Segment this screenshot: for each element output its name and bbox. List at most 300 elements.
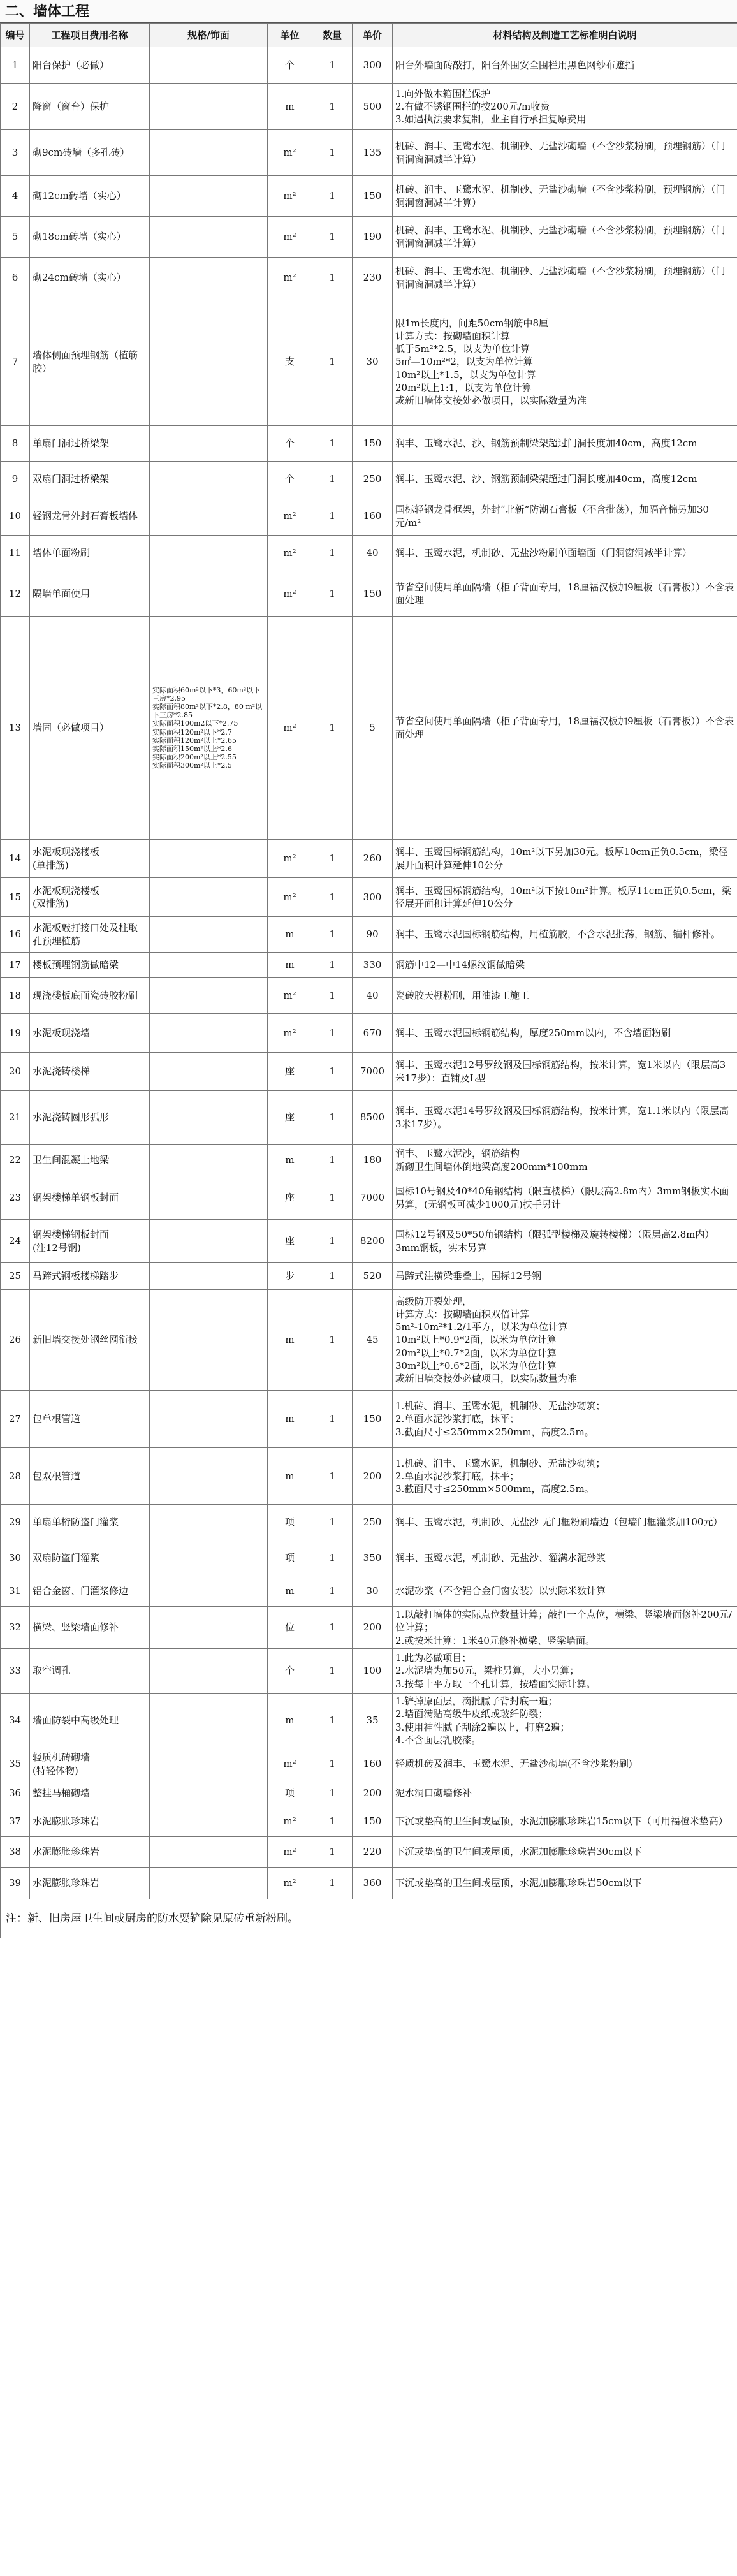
row-unit: m² [268,176,312,217]
row-spec [150,571,268,617]
header-spec: 规格/饰面 [150,24,268,47]
row-unit: m [268,1145,312,1176]
row-number: 5 [1,217,30,258]
row-spec [150,1091,268,1145]
row-unit-price: 330 [353,953,393,978]
row-quantity: 1 [312,1576,353,1607]
row-quantity: 1 [312,536,353,571]
row-description: 水泥砂浆（不含铝合金门窗安装）以实际米数计算 [393,1576,737,1607]
header-qty: 数量 [312,24,353,47]
row-unit-price: 260 [353,840,393,878]
row-quantity: 1 [312,1220,353,1263]
row-unit-price: 150 [353,176,393,217]
table-row [1,1505,737,1540]
row-unit-price: 160 [353,1748,393,1780]
row-description: 国标10号钢及40*40角钢结构（限直楼梯）（限层高2.8m内）3mm钢板实木面另算，(无钢板可减少1000元)扶手另计 [393,1176,737,1220]
row-item-name: 包单根管道 [30,1391,150,1448]
row-spec [150,1694,268,1748]
row-unit-price: 90 [353,917,393,953]
row-description: 节省空间使用单面隔墙（柜子背面专用，18厘福汉板加9厘板（石膏板））不含表面处理 [393,571,737,617]
row-spec [150,1806,268,1837]
table-row [1,1868,737,1899]
row-quantity: 1 [312,497,353,536]
row-description: 泥水洞口砌墙修补 [393,1780,737,1806]
row-spec [150,1145,268,1176]
row-unit-price: 150 [353,1806,393,1837]
row-quantity: 1 [312,426,353,462]
row-quantity: 1 [312,1391,353,1448]
row-unit: m² [268,617,312,840]
row-item-name: 单扇门洞过桥梁架 [30,426,150,462]
row-number: 12 [1,571,30,617]
row-unit: m² [268,1806,312,1837]
row-number: 20 [1,1053,30,1091]
row-item-name: 水泥膨胀珍珠岩 [30,1806,150,1837]
row-item-name: 砌18cm砖墙（实心） [30,217,150,258]
row-item-name: 水泥板现浇墙 [30,1014,150,1053]
row-unit-price: 250 [353,462,393,497]
row-unit-price: 250 [353,1505,393,1540]
row-quantity: 1 [312,1290,353,1391]
row-number: 26 [1,1290,30,1391]
row-spec [150,84,268,130]
row-quantity: 1 [312,1263,353,1290]
row-unit-price: 350 [353,1540,393,1576]
section-title: 二、墙体工程 [0,0,737,23]
row-description: 润丰、玉鹭国标钢筋结构，10m²以下另加30元。板厚10cm正负0.5cm，梁径展开面积计算延伸10公分 [393,840,737,878]
row-quantity: 1 [312,1145,353,1176]
row-description: 润丰、玉鹭水泥沙，钢筋结构 新砌卫生间墙体倒地梁高度200mm*100mm [393,1145,737,1176]
row-item-name: 取空调孔 [30,1649,150,1694]
table-row [1,462,737,497]
row-unit: 座 [268,1091,312,1145]
row-number: 29 [1,1505,30,1540]
row-unit-price: 150 [353,426,393,462]
row-description: 高级防开裂处理， 计算方式：按砌墙面积双倍计算 5m²-10m²*1.2/1平方，以米为单位计算 10m²以上*0.9*2面，以米为单位计算 20m²以上*0.7*2面，以米为单位计算 30m²以上*0.6*2面，以米为单位计算 或新旧墙交接处必做项目，以实际数量为准 [393,1290,737,1391]
row-number: 23 [1,1176,30,1220]
row-number: 31 [1,1576,30,1607]
row-item-name: 双扇门洞过桥梁架 [30,462,150,497]
header-no: 编号 [1,24,30,47]
row-spec [150,1053,268,1091]
row-unit: 个 [268,462,312,497]
row-description: 润丰、玉鹭水泥14号罗纹钢及国标钢筋结构，按米计算，宽1.1米以内（限层高3米17步）。 [393,1091,737,1145]
row-spec [150,462,268,497]
row-item-name: 铝合金窗、门灌浆修边 [30,1576,150,1607]
table-row [1,953,737,978]
row-item-name: 双扇防盗门灌浆 [30,1540,150,1576]
row-unit: m² [268,840,312,878]
row-number: 16 [1,917,30,953]
row-item-name: 水泥膨胀珍珠岩 [30,1868,150,1899]
header-row [1,24,737,47]
header-name: 工程项目费用名称 [30,24,150,47]
row-unit: m² [268,536,312,571]
row-unit: 座 [268,1176,312,1220]
row-description: 润丰、玉鹭水泥，机制砂、无盐沙 无门框粉刷墙边（包墙门框灌浆加100元） [393,1505,737,1540]
row-quantity: 1 [312,1649,353,1694]
header-price: 单价 [353,24,393,47]
row-spec [150,47,268,84]
row-description: 1.机砖、润丰、玉鹭水泥，机制砂、无盐沙砌筑； 2.单面水泥沙浆打底，抹平； 3.截面尺寸≤250mm×250mm，高度2.5m。 [393,1391,737,1448]
table-row [1,426,737,462]
row-description: 润丰、玉鹭水泥国标钢筋结构，厚度250mm以内，不含墙面粉刷 [393,1014,737,1053]
row-quantity: 1 [312,878,353,917]
table-row [1,1780,737,1806]
row-item-name: 钢架楼梯钢板封面 (注12号钢) [30,1220,150,1263]
row-item-name: 墙体单面粉刷 [30,536,150,571]
row-quantity: 1 [312,1806,353,1837]
row-item-name: 水泥膨胀珍珠岩 [30,1837,150,1868]
row-number: 25 [1,1263,30,1290]
row-spec [150,917,268,953]
row-quantity: 1 [312,298,353,426]
row-item-name: 单扇单桁防盗门灌浆 [30,1505,150,1540]
row-unit-price: 7000 [353,1176,393,1220]
row-number: 11 [1,536,30,571]
row-spec [150,953,268,978]
row-item-name: 水泥板敲打接口处及柱取孔预埋植筋 [30,917,150,953]
row-quantity: 1 [312,1607,353,1649]
row-description: 国标轻钢龙骨框架，外封“北新”防潮石膏板（不含批荡），加隔音棉另加30元/m² [393,497,737,536]
row-unit-price: 8500 [353,1091,393,1145]
row-number: 8 [1,426,30,462]
quote-table [0,23,737,1938]
row-unit-price: 200 [353,1780,393,1806]
row-unit-price: 8200 [353,1220,393,1263]
row-number: 18 [1,978,30,1014]
row-unit-price: 5 [353,617,393,840]
row-spec [150,878,268,917]
row-description: 国标12号钢及50*50角钢结构（限弧型楼梯及旋转楼梯）（限层高2.8m内）3mm钢板，实木另算 [393,1220,737,1263]
row-number: 9 [1,462,30,497]
table-row [1,878,737,917]
row-spec [150,1576,268,1607]
row-description: 阳台外墙面砖敲打，阳台外围安全围栏用黑色网纱布遮挡 [393,47,737,84]
row-unit: 座 [268,1053,312,1091]
row-number: 2 [1,84,30,130]
row-item-name: 轻钢龙骨外封石膏板墙体 [30,497,150,536]
row-unit: m [268,917,312,953]
row-unit: m² [268,978,312,1014]
row-quantity: 1 [312,1505,353,1540]
row-spec [150,1540,268,1576]
row-spec [150,1263,268,1290]
row-number: 7 [1,298,30,426]
row-number: 28 [1,1448,30,1505]
row-spec [150,1290,268,1391]
row-description: 1.向外做木箱围栏保护 2.有做不锈钢围栏的按200元/m收费 3.如遇执法要求复制，业主自行承担复原费用 [393,84,737,130]
table-row [1,1145,737,1176]
table-row [1,1837,737,1868]
row-unit-price: 30 [353,1576,393,1607]
row-description: 下沉或垫高的卫生间或屋顶，水泥加膨胀珍珠岩50cm以下 [393,1868,737,1899]
row-spec [150,176,268,217]
row-unit: m [268,1576,312,1607]
table-row [1,617,737,840]
row-spec [150,1448,268,1505]
row-unit: m [268,953,312,978]
row-unit: m² [268,130,312,176]
row-item-name: 隔墙单面使用 [30,571,150,617]
row-item-name: 降窗（窗台）保护 [30,84,150,130]
row-description: 润丰、玉鹭水泥、沙、钢筋预制梁架超过门洞长度加40cm，高度12cm [393,426,737,462]
row-spec [150,1220,268,1263]
row-item-name: 马蹄式钢板楼梯踏步 [30,1263,150,1290]
row-number: 34 [1,1694,30,1748]
row-spec [150,1780,268,1806]
row-unit-price: 35 [353,1694,393,1748]
table-row [1,1448,737,1505]
table-row [1,1220,737,1263]
row-quantity: 1 [312,1091,353,1145]
row-number: 21 [1,1091,30,1145]
table-row [1,840,737,878]
row-description: 1.铲掉原面层，滴批腻子背封底一遍； 2.墙面满贴高级牛皮纸或玻纤防裂； 3.使用神性腻子刮涂2遍以上，打磨2遍； 4.不含面层乳胶漆。 [393,1694,737,1748]
row-unit-price: 7000 [353,1053,393,1091]
row-unit: m² [268,1868,312,1899]
row-unit: 个 [268,426,312,462]
row-description: 下沉或垫高的卫生间或屋顶，水泥加膨胀珍珠岩15cm以下（可用福橙米垫高） [393,1806,737,1837]
row-description: 润丰、玉鹭水泥、沙、钢筋预制梁架超过门洞长度加40cm，高度12cm [393,462,737,497]
row-item-name: 墙面防裂中高级处理 [30,1694,150,1748]
row-unit: m² [268,878,312,917]
row-spec [150,258,268,298]
row-quantity: 1 [312,462,353,497]
row-unit: m² [268,217,312,258]
row-item-name: 水泥浇铸楼梯 [30,1053,150,1091]
row-quantity: 1 [312,1014,353,1053]
table-row [1,1263,737,1290]
row-number: 13 [1,617,30,840]
row-quantity: 1 [312,1694,353,1748]
row-number: 14 [1,840,30,878]
table-row [1,47,737,84]
row-number: 35 [1,1748,30,1780]
row-description: 瓷砖胶天棚粉刷，用油漆工施工 [393,978,737,1014]
row-unit: m² [268,258,312,298]
table-row [1,1649,737,1694]
row-number: 19 [1,1014,30,1053]
row-spec [150,978,268,1014]
row-unit: 座 [268,1220,312,1263]
row-unit: m [268,1391,312,1448]
row-unit: m [268,84,312,130]
row-unit-price: 360 [353,1868,393,1899]
row-item-name: 墙固（必做项目） [30,617,150,840]
row-number: 6 [1,258,30,298]
table-row [1,1540,737,1576]
row-spec [150,1649,268,1694]
table-row [1,217,737,258]
row-unit: 步 [268,1263,312,1290]
row-number: 33 [1,1649,30,1694]
row-unit: m² [268,1748,312,1780]
row-description: 机砖、润丰、玉鹭水泥、机制砂、无盐沙砌墙（不含沙浆粉刷，预埋钢筋）（门洞洞窗洞减半计算） [393,258,737,298]
header-unit: 单位 [268,24,312,47]
row-unit-price: 150 [353,1391,393,1448]
row-description: 润丰、玉鹭水泥12号罗纹钢及国标钢筋结构，按米计算，宽1米以内（限层高3米17步）：直铺及L型 [393,1053,737,1091]
row-item-name: 砌12cm砖墙（实心） [30,176,150,217]
row-number: 38 [1,1837,30,1868]
row-item-name: 新旧墙交接处钢丝网衔接 [30,1290,150,1391]
table-row [1,130,737,176]
row-unit: m [268,1694,312,1748]
row-spec [150,298,268,426]
row-quantity: 1 [312,1448,353,1505]
row-number: 30 [1,1540,30,1576]
row-item-name: 楼板预埋钢筋做暗梁 [30,953,150,978]
row-unit-price: 670 [353,1014,393,1053]
row-description: 润丰、玉鹭水泥，机制砂、无盐沙粉刷单面墙面（门洞窗洞减半计算） [393,536,737,571]
row-description: 机砖、润丰、玉鹭水泥、机制砂、无盐沙砌墙（不含沙浆粉刷，预埋钢筋）（门洞洞窗洞减半计算） [393,217,737,258]
row-spec [150,1837,268,1868]
row-item-name: 水泥板现浇楼板 (双排筋) [30,878,150,917]
row-number: 10 [1,497,30,536]
table-row [1,1176,737,1220]
row-unit: 位 [268,1607,312,1649]
row-number: 4 [1,176,30,217]
table-row [1,1806,737,1837]
row-unit-price: 40 [353,536,393,571]
table-row [1,1014,737,1053]
table-row [1,1694,737,1748]
row-number: 37 [1,1806,30,1837]
row-unit: m² [268,1837,312,1868]
row-item-name: 阳台保护（必做） [30,47,150,84]
row-description: 节省空间使用单面隔墙（柜子背面专用，18厘福汉板加9厘板（石膏板））不含表面处理 [393,617,737,840]
row-unit: 项 [268,1780,312,1806]
row-unit-price: 180 [353,1145,393,1176]
row-item-name: 砌24cm砖墙（实心） [30,258,150,298]
row-spec: 实际面积60m²以下*3，60m²以下三房*2.95 实际面积80m²以下*2.8，80 m²以下三房*2.85 实际面积100m2以下*2.75 实际面积120m²以下*2.7 实际面积120m²以上*2.65 实际面积150m²以上*2.6 实际面积200m²以上*2.55 实际面积300m²以上*2.5 [150,617,268,840]
row-quantity: 1 [312,176,353,217]
row-quantity: 1 [312,1837,353,1868]
table-row [1,298,737,426]
table-row [1,917,737,953]
row-unit-price: 200 [353,1448,393,1505]
footnote-row [1,1899,737,1938]
row-spec [150,1748,268,1780]
row-description: 润丰、玉鹭国标钢筋结构，10m²以下按10m²计算。板厚11cm正负0.5cm，梁径展开面积计算延伸10公分 [393,878,737,917]
row-quantity: 1 [312,1868,353,1899]
row-unit-price: 220 [353,1837,393,1868]
row-number: 15 [1,878,30,917]
row-unit-price: 30 [353,298,393,426]
row-item-name: 整挂马桶砌墙 [30,1780,150,1806]
row-item-name: 砌9cm砖墙（多孔砖） [30,130,150,176]
row-item-name: 水泥板现浇楼板 (单排筋) [30,840,150,878]
row-description: 1.机砖、润丰、玉鹭水泥，机制砂、无盐沙砌筑； 2.单面水泥沙浆打底，抹平； 3.截面尺寸≤250mm×500mm，高度2.5m。 [393,1448,737,1505]
row-quantity: 1 [312,978,353,1014]
row-unit: m² [268,1014,312,1053]
row-number: 36 [1,1780,30,1806]
row-description: 1.以敲打墙体的实际点位数量计算；敲打一个点位，横梁、竖梁墙面修补200元/位计算； 2.或按米计算：1米40元修补横梁、竖梁墙面。 [393,1607,737,1649]
row-description: 下沉或垫高的卫生间或屋顶，水泥加膨胀珍珠岩30cm以下 [393,1837,737,1868]
row-quantity: 1 [312,217,353,258]
row-item-name: 水泥浇铸圆形弧形 [30,1091,150,1145]
row-unit: 项 [268,1540,312,1576]
row-quantity: 1 [312,84,353,130]
row-unit-price: 160 [353,497,393,536]
row-spec [150,130,268,176]
row-unit-price: 150 [353,571,393,617]
row-item-name: 墙体侧面预埋钢筋（植筋胶） [30,298,150,426]
row-spec [150,1014,268,1053]
row-quantity: 1 [312,617,353,840]
row-unit: m² [268,497,312,536]
table-row [1,1748,737,1780]
row-description: 机砖、润丰、玉鹭水泥、机制砂、无盐沙砌墙（不含沙浆粉刷，预埋钢筋）（门洞洞窗洞减半计算） [393,176,737,217]
row-quantity: 1 [312,571,353,617]
row-spec [150,426,268,462]
row-unit: 个 [268,47,312,84]
row-item-name: 卫生间混凝土地梁 [30,1145,150,1176]
row-spec [150,497,268,536]
table-row [1,258,737,298]
row-spec [150,217,268,258]
row-unit: 支 [268,298,312,426]
row-quantity: 1 [312,47,353,84]
row-unit: m [268,1448,312,1505]
table-row [1,978,737,1014]
row-unit-price: 500 [353,84,393,130]
row-spec [150,1176,268,1220]
row-item-name: 轻质机砖砌墙 (特轻体物) [30,1748,150,1780]
row-unit: 个 [268,1649,312,1694]
row-quantity: 1 [312,953,353,978]
table-row [1,1091,737,1145]
row-description: 润丰、玉鹭水泥国标钢筋结构，用植筋胶，不含水泥批荡，钢筋、锚杆修补。 [393,917,737,953]
row-number: 3 [1,130,30,176]
row-description: 限1m长度内，间距50cm钢筋中8厘 计算方式：按砌墙面积计算 低于5m²*2.5，以支为单位计算 5㎡—10m²*2，以支为单位计算 10m²以上*1.5，以支为单位计算 20m²以上1:1，以支为单位计算 或新旧墙体交接处必做项目，以实际数量为准 [393,298,737,426]
row-description: 机砖、润丰、玉鹭水泥、机制砂、无盐沙砌墙（不含沙浆粉刷，预埋钢筋）（门洞洞窗洞减半计算） [393,130,737,176]
table-row [1,571,737,617]
row-description: 轻质机砖及润丰、玉鹭水泥、无盐沙砌墙(不含沙浆粉刷) [393,1748,737,1780]
row-quantity: 1 [312,1176,353,1220]
row-description: 钢筋中12—中14螺纹钢做暗梁 [393,953,737,978]
table-row [1,497,737,536]
table-row [1,176,737,217]
row-item-name: 包双根管道 [30,1448,150,1505]
row-spec [150,1607,268,1649]
row-spec [150,840,268,878]
row-unit-price: 230 [353,258,393,298]
row-spec [150,1391,268,1448]
row-quantity: 1 [312,1053,353,1091]
row-unit-price: 190 [353,217,393,258]
table-row [1,1576,737,1607]
row-number: 27 [1,1391,30,1448]
row-unit-price: 100 [353,1649,393,1694]
row-number: 17 [1,953,30,978]
row-description: 润丰、玉鹭水泥，机制砂、无盐沙、灌满水泥砂浆 [393,1540,737,1576]
row-item-name: 钢架楼梯单钢板封面 [30,1176,150,1220]
row-unit-price: 300 [353,878,393,917]
row-quantity: 1 [312,1780,353,1806]
row-unit-price: 40 [353,978,393,1014]
row-quantity: 1 [312,1540,353,1576]
table-row [1,1607,737,1649]
row-item-name: 横梁、竖梁墙面修补 [30,1607,150,1649]
row-number: 39 [1,1868,30,1899]
row-quantity: 1 [312,1748,353,1780]
row-description: 1.此为必做项目； 2.水泥墙为加50元，梁柱另算，大小另算； 3.按每十平方取一个孔计算，按墙面实际计算。 [393,1649,737,1694]
row-spec [150,536,268,571]
table-row [1,84,737,130]
row-unit-price: 200 [353,1607,393,1649]
row-unit-price: 300 [353,47,393,84]
